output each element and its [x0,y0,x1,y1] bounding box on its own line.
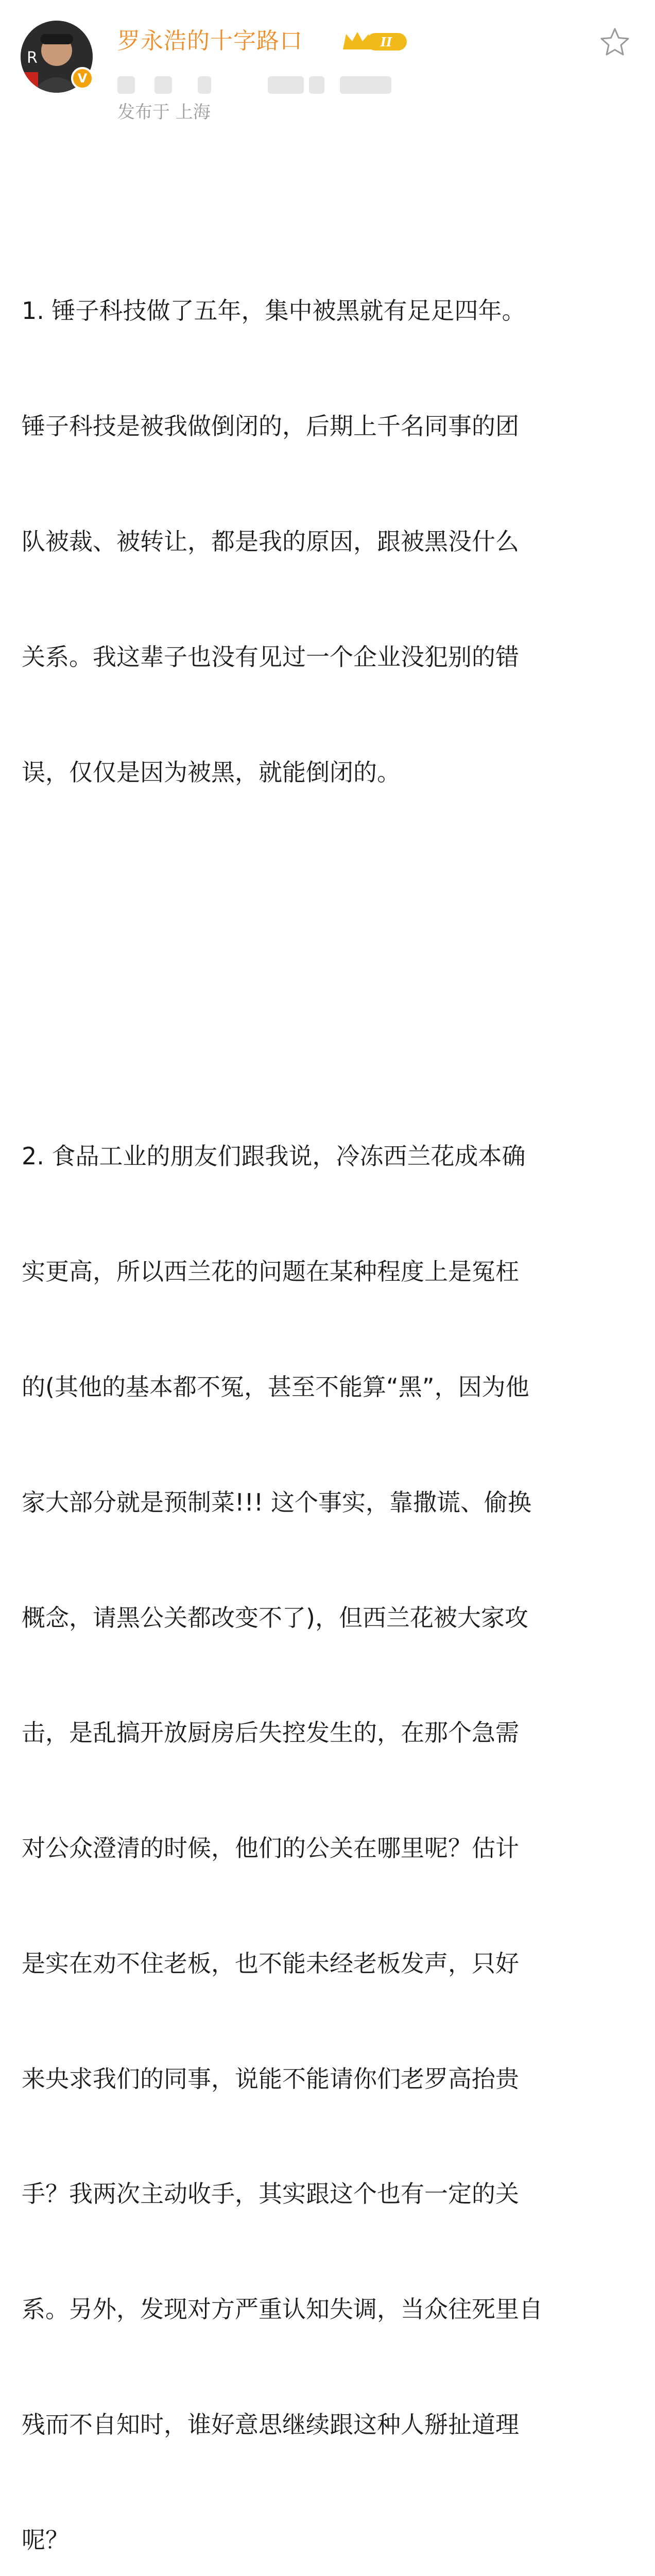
paragraph-2 [22,984,640,2576]
blurred-meta [268,76,304,94]
text-line: 锤子科技是被我做倒闭的，后期上千名同事的团 [22,412,519,440]
text-line: 家大部分就是预制菜!!! 这个事实，靠撒谎、偷换 [22,1488,531,1516]
post-header [0,0,655,139]
blurred-meta [309,76,324,94]
blurred-meta [198,76,211,94]
text-line: 2. 食品工业的朋友们跟我说，冷冻西兰花成本确 [22,1142,526,1171]
text-line: 是实在劝不住老板，也不能未经老板发声，只好 [22,1949,519,1977]
text-line: 误，仅仅是因为被黑，就能倒闭的。 [22,758,401,786]
post-content [22,138,640,2576]
text-line: 击，是乱搞开放厨房后失控发生的，在那个急需 [22,1719,519,1747]
post-location: 发布于 上海 [117,102,211,123]
text-line: 残而不自知时，谁好意思继续跟这种人掰扯道理 [22,2411,519,2439]
text-line: 1. 锤子科技做了五年，集中被黑就有足足四年。 [22,297,526,325]
text-line: 对公众澄清的时候，他们的公关在哪里呢？估计 [22,1834,519,1862]
svg-text:R: R [27,49,38,67]
text-line: 队被裁、被转让，都是我的原因，跟被黑没什么 [22,527,519,555]
text-line: 手？我两次主动收手，其实跟这个也有一定的关 [22,2180,519,2208]
text-line: 呢？ [22,2526,69,2554]
text-line: 来央求我们的同事，说能不能请你们老罗高抬贵 [22,2064,519,2093]
star-icon[interactable] [598,26,631,59]
verified-badge-icon: V [71,67,94,90]
paragraph-1 [22,138,640,945]
level-badge-text: II [380,35,392,49]
text-line: 系。另外，发现对方严重认知失调，当众往死里自 [22,2295,543,2324]
text-line: 实更高，所以西兰花的问题在某种程度上是冤枉 [22,1258,519,1286]
text-line: 的(其他的基本都不冤，甚至不能算“黑”，因为他 [22,1373,529,1401]
text-line: 概念，请黑公关都改变不了)，但西兰花被大家攻 [22,1603,528,1632]
blurred-meta [340,76,391,94]
text-line: 关系。我这辈子也没有见过一个企业没犯别的错 [22,642,519,671]
user-name[interactable]: 罗永浩的十字路口 [117,28,303,54]
blurred-meta [154,76,172,94]
blurred-meta [117,76,135,94]
vip-badge-icon[interactable] [341,29,409,54]
